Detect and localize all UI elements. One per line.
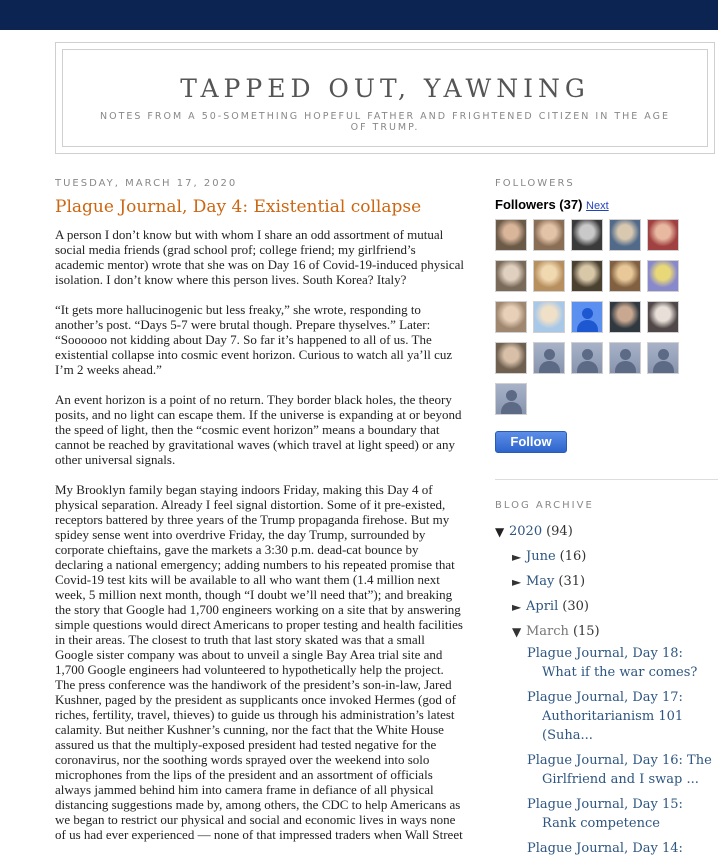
follower-avatar[interactable] <box>571 301 603 333</box>
archive-heading: BLOG ARCHIVE <box>495 500 594 511</box>
archive-month-link[interactable]: May <box>526 574 555 589</box>
archive-post-link[interactable]: Plague Journal, Day 18: What if the war comes? <box>527 646 698 680</box>
follower-avatar[interactable] <box>609 301 641 333</box>
follower-avatar[interactable] <box>533 219 565 251</box>
blog-archive <box>495 519 718 858</box>
archive-post-link[interactable]: Plague Journal, Day 16: The Girlfriend and I swap ... <box>527 753 712 787</box>
archive-month-count: (31) <box>558 574 586 589</box>
follower-avatar[interactable] <box>647 301 679 333</box>
followers-next-link[interactable]: Next <box>586 200 609 212</box>
archive-post-link[interactable]: Plague Journal, Day 14: <box>527 841 683 856</box>
blog-header-inner <box>62 49 708 147</box>
follower-avatar[interactable] <box>609 260 641 292</box>
expand-toggle-icon[interactable]: ► <box>512 574 522 589</box>
archive-month-link[interactable]: June <box>526 549 556 564</box>
post-paragraph: An event horizon is a point of no return. They border black holes, the theory posits, and no light can escape them. If the universe is expanding at or beyond the speed of light, then the “cosmic event horizon” means a boundary that cannot be reached by gravitational waves (which travel at light speed) or any other universal signals. <box>55 392 462 467</box>
sidebar <box>495 178 718 864</box>
blog-header <box>55 42 715 154</box>
follower-avatar[interactable] <box>571 342 603 374</box>
follower-avatar[interactable] <box>647 342 679 374</box>
expand-toggle-icon[interactable]: ► <box>512 599 522 614</box>
follower-avatar[interactable] <box>533 260 565 292</box>
archive-month-june <box>495 544 718 569</box>
post-date: TUESDAY, MARCH 17, 2020 <box>55 178 238 189</box>
follower-avatar[interactable] <box>609 219 641 251</box>
follow-button[interactable]: Follow <box>495 431 567 453</box>
archive-post-list <box>495 644 718 858</box>
followers-heading: FOLLOWERS <box>495 178 575 189</box>
archive-month-link[interactable]: March <box>526 624 569 639</box>
main-column <box>55 178 465 857</box>
archive-month-link[interactable]: April <box>526 599 559 614</box>
follower-avatar[interactable] <box>495 219 527 251</box>
top-navbar <box>0 0 718 30</box>
expand-toggle-icon[interactable]: ► <box>512 549 522 564</box>
post-paragraph: “It gets more hallucinogenic but less freaky,” she wrote, responding to another’s post. “Days 5-7 were brutal though. Prepare thyselves.” Later: “Soooooo not kidding about Day 7. So far it’s happened to all of us. The existential collapse into cosmic event horizon. Curious to watch all ya’ll cuz I’m 2 weeks ahead.” <box>55 302 453 377</box>
archive-month-march <box>495 619 718 644</box>
archive-month-count: (16) <box>559 549 587 564</box>
archive-month-may <box>495 569 718 594</box>
blog-description: NOTES FROM A 50-SOMETHING HOPEFUL FATHER AND FRIGHTENED CITIZEN IN THE AGE OF TRUMP. <box>99 111 670 133</box>
archive-month-count: (30) <box>562 599 589 614</box>
follower-avatar[interactable] <box>495 383 527 415</box>
archive-month-count: (15) <box>572 624 600 639</box>
followers-count-line <box>495 197 718 212</box>
archive-year-2020 <box>495 519 718 544</box>
archive-year-link[interactable]: 2020 <box>509 524 543 539</box>
follower-avatar[interactable] <box>571 260 603 292</box>
post-body <box>55 227 465 842</box>
archive-post-link[interactable]: Plague Journal, Day 15: Rank competence <box>527 797 683 831</box>
follower-avatar[interactable] <box>533 301 565 333</box>
follower-avatar[interactable] <box>495 342 527 374</box>
follower-avatar[interactable] <box>533 342 565 374</box>
archive-year-count: (94) <box>546 524 573 539</box>
follower-avatar[interactable] <box>647 260 679 292</box>
follower-avatar[interactable] <box>609 342 641 374</box>
follower-avatar[interactable] <box>495 301 527 333</box>
collapse-toggle-icon[interactable]: ▼ <box>495 524 505 539</box>
archive-post-link[interactable]: Plague Journal, Day 17: Authoritarianism 101 (Suha... <box>527 690 684 743</box>
followers-avatar-grid <box>495 219 718 415</box>
follower-avatar[interactable] <box>495 260 527 292</box>
collapse-toggle-icon[interactable]: ▼ <box>512 624 522 639</box>
followers-count: Followers (37) <box>495 197 583 212</box>
post-paragraph: A person I don’t know but with whom I share an odd assortment of mutual social media friends (grad school prof; college friend; my girlfriend’s academic mentor) wrote that she was on Day 16 of Covid-19-induced physical isolation. I don’t know where this person lives. South Korea? Italy? <box>55 227 465 287</box>
archive-month-april <box>495 594 718 619</box>
sidebar-divider <box>495 479 718 480</box>
post-paragraph: My Brooklyn family began staying indoors Friday, making this Day 4 of physical separation. Already I feel signal distortion. Some of it pre-existed, receptors battered by three years of the Trump propaganda firehose. But my spidey sense went into overdrive Friday, the day Trump, surrounded by corporate chieftains, gave the markets a 3:30 p.m. dead-cat bounce by declaring a national emergency; adding numbers to his repeated promise that Covid-19 test kits will be available to all who want them (1.4 million next week, 5 million next month, though “I doubt we’ll need that”); and breaking the story that Google had 1,700 engineers working on a site that by answering simple questions would direct Americans to proper testing and health facilities in their areas. The closest to truth that last story skated was that a small Google sister company was about to unveil a single Bay Area trial site and 1,700 Google engineers had volunteered to hypothetically help the project. The press conference was the handiwork of the president’s son-in-law, Jared Kushner, paged by the president as supplicants once invoked Hermes (god of riches, fertility, travel, thieves) to guide us through his administration’s latest calamity. But neither Kushner’s cunning, nor the fact that the White House assured us that the multiply-exposed president had tested negative for the coronavirus, nor the soothing words sprayed over the weekend into solo microphones from the lips of the president and an assortment of officials always jammed behind him into camera frame in defiance of all physical distancing suggestions made by, among others, the CDC to help Americans as we began to restrict our physical and social and economic lives in ways none of us had ever experienced — none of that impressed traders when Wall Street <box>55 482 463 842</box>
blog-title[interactable]: TAPPED OUT, YAWNING <box>180 74 590 103</box>
follower-avatar[interactable] <box>571 219 603 251</box>
post-title[interactable]: Plague Journal, Day 4: Existential collapse <box>55 197 422 217</box>
follower-avatar[interactable] <box>647 219 679 251</box>
